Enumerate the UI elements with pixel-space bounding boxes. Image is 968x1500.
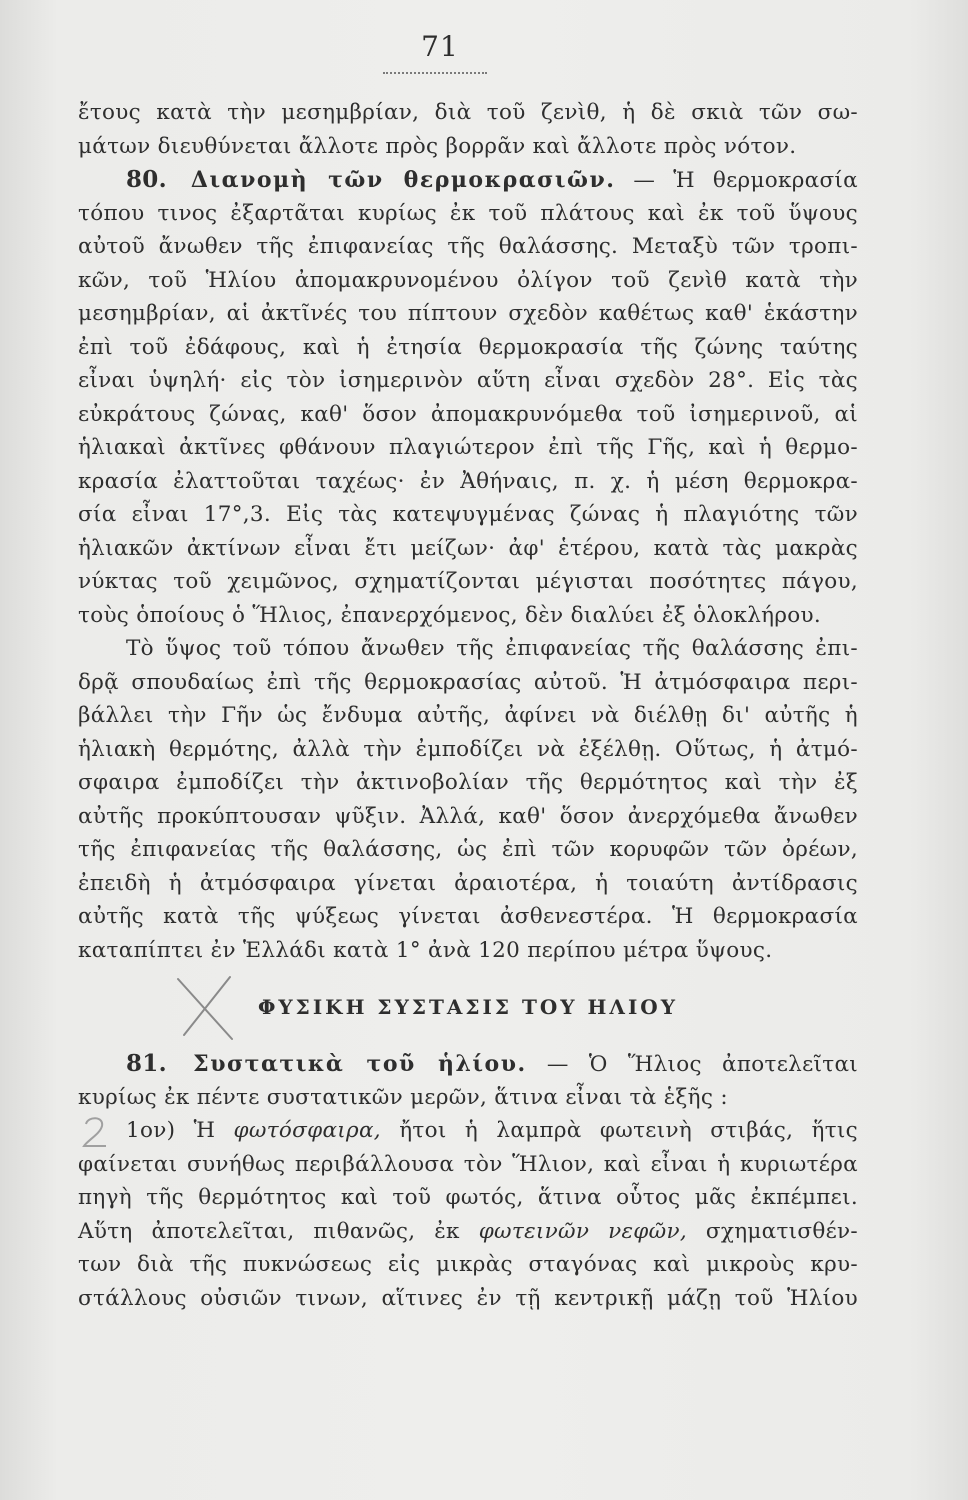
text-run: 1ον) Ἡ xyxy=(126,1118,216,1143)
section-title: Διανομὴ τῶν θερμοκρασιῶν. xyxy=(190,167,616,193)
text-run: — Ὁ Ἥλιος ἀποτελεῖται xyxy=(546,1052,859,1077)
text-line: δρᾷ σπουδαίως ἐπὶ τῆς θερμοκρασίας αὐτοῦ. Ἡ ἀτμόσφαιρα περι- xyxy=(78,669,858,695)
text-line: των διὰ τῆς πυκνώσεως εἰς μικρὰς σταγόνας καὶ μικροὺς κρυ- xyxy=(78,1252,858,1277)
text-line: ἡλιακὴ θερμότης, ἀλλὰ τὴν ἐμποδίζει νὰ ἐξέλθῃ. Οὕτως, ἡ ἀτμό- xyxy=(78,736,858,762)
text-line: εἶναι ὑψηλή· εἰς τὸν ἰσημερινὸν αὕτη εἶναι σχεδὸν 28°. Εἰς τὰς xyxy=(78,368,858,393)
text-line: βάλλει τὴν Γῆν ὡς ἔνδυμα αὐτῆς, ἀφίνει νὰ διέλθῃ δι' αὐτῆς ἡ xyxy=(78,703,858,728)
text-line: τόπου τινος ἐξαρτᾶται κυρίως ἐκ τοῦ πλάτους καὶ ἐκ τοῦ ὕψους xyxy=(78,200,858,226)
section-title: Συστατικὰ τοῦ ἡλίου. xyxy=(193,1051,527,1077)
text-line: πηγὴ τῆς θερμότητος καὶ τοῦ φωτός, ἅτινα οὗτος μᾶς ἐκπέμπει. xyxy=(78,1185,858,1210)
text-line: νύκτας τοῦ χειμῶνος, σχηματίζονται μέγισται ποσότητες πάγου, xyxy=(78,569,858,594)
text-line: αὐτῆς προκύπτουσαν ψῦξιν. Ἀλλά, καθ' ὅσον ἀνερχόμεθα ἄνωθεν xyxy=(78,803,858,829)
text-line: φαίνεται συνήθως περιβάλλουσα τὸν Ἥλιον, καὶ εἶναι ἡ κυριωτέρα xyxy=(78,1151,858,1177)
section-number: 80. xyxy=(126,166,167,193)
text-line: ἐπειδὴ ἡ ἀτμόσφαιρα γίνεται ἀραιοτέρα, ἡ τοιαύτη ἀντίδρασις xyxy=(78,870,858,896)
text-line: κυρίως ἐκ πέντε συστατικῶν μερῶν, ἅτινα εἶναι τὰ ἑξῆς : xyxy=(78,1084,728,1110)
text-line: αὐτῆς κατὰ τῆς ψύξεως γίνεται ἀσθενεστέρα. Ἡ θερμοκρασία xyxy=(78,904,858,929)
section-80-heading-line xyxy=(78,163,858,197)
chapter-heading xyxy=(78,967,858,1047)
list-item-line xyxy=(78,1114,858,1148)
page-text xyxy=(78,96,858,1315)
text-line: ἡλιακῶν ἀκτίνων εἶναι ἔτι μείζων· ἀφ' ἑτέρου, κατὰ τὰς μακρὰς xyxy=(78,535,858,561)
text-line: σφαιρα ἐμποδίζει τὴν ἀκτινοβολίαν τῆς θερμότητος καὶ τὴν ἐξ xyxy=(78,770,858,795)
chapter-heading-text: ΦΥΣΙΚΗ ΣΥΣΤΑΣΙΣ ΤΟΥ ΗΛΙΟΥ xyxy=(257,995,678,1019)
term-photosphere: φωτόσφαιρα, xyxy=(233,1118,381,1143)
text-run: σχηματισθέν- xyxy=(705,1218,858,1244)
page-number: 71 xyxy=(421,30,459,63)
text-line: ἔτους κατὰ τὴν μεσημβρίαν, διὰ τοῦ ζενὶθ, ἡ δὲ σκιὰ τῶν σω- xyxy=(78,100,858,125)
text-line: κρασία ἐλαττοῦται ταχέως· ἐν Ἀθήναις, π. χ. ἡ μέση θερμοκρα- xyxy=(78,468,858,494)
section-number: 81. xyxy=(126,1050,167,1077)
text-line: κῶν, τοῦ Ἡλίου ἀπομακρυνομένου ὀλίγον τοῦ ζενὶθ κατὰ τὴν xyxy=(78,267,858,293)
text-line: εὐκράτους ζώνας, καθ' ὅσον ἀπομακρυνόμεθα τοῦ ἰσημερινοῦ, αἱ xyxy=(78,401,858,427)
text-line: αὐτοῦ ἄνωθεν τῆς ἐπιφανείας τῆς θαλάσσης. Μεταξὺ τῶν τροπι- xyxy=(78,234,858,259)
text-run: Αὕτη ἀποτελεῖται, πιθανῶς, ἐκ xyxy=(78,1218,460,1244)
section-81-heading-line xyxy=(78,1047,858,1081)
text-run: ἤτοι ἡ λαμπρὰ φωτεινὴ στιβάς, ἥτις xyxy=(399,1118,858,1143)
text-line: τῆς ἐπιφανείας τῆς θαλάσσης, ὡς ἐπὶ τῶν κορυφῶν τῶν ὀρέων, xyxy=(78,837,858,862)
page-number-rule xyxy=(383,72,487,74)
text-line: ἡλιακαὶ ἀκτῖνες φθάνουν πλαγιώτερον ἐπὶ τῆς Γῆς, καὶ ἡ θερμο- xyxy=(78,435,858,460)
term-luminous-clouds: φωτεινῶν νεφῶν, xyxy=(478,1218,687,1244)
text-line: καταπίπτει ἐν Ἑλλάδι κατὰ 1° ἀνὰ 120 περίπου μέτρα ὕψους. xyxy=(78,937,773,963)
text-run: — Ἡ θερμοκρασία xyxy=(633,168,858,193)
text-line: τοὺς ὁποίους ὁ Ἥλιος, ἐπανερχόμενος, δὲν διαλύει ἐξ ὁλοκλήρου. xyxy=(78,602,822,628)
text-line: μάτων διευθύνεται ἄλλοτε πρὸς βορρᾶν καὶ ἄλλοτε πρὸς νότον. xyxy=(78,133,797,159)
text-line xyxy=(78,1215,858,1249)
text-line: μεσημβρίαν, αἱ ἀκτῖνές του πίπτουν σχεδὸν καθέτως καθ' ἑκάστην xyxy=(78,301,858,326)
handwritten-x-mark xyxy=(170,973,240,1043)
text-line: ἐπὶ τοῦ ἐδάφους, καὶ ἡ ἐτησία θερμοκρασία τῆς ζώνης ταύτης xyxy=(78,334,858,360)
text-line: σία εἶναι 17°,3. Εἰς τὰς κατεψυγμένας ζώνας ἡ πλαγιότης τῶν xyxy=(78,502,858,527)
text-line: στάλλους οὐσιῶν τινων, αἵτινες ἐν τῇ κεντρικῇ μάζῃ τοῦ Ἡλίου xyxy=(78,1285,858,1311)
handwritten-2-mark xyxy=(80,1114,110,1150)
text-line: Τὸ ὕψος τοῦ τόπου ἄνωθεν τῆς ἐπιφανείας τῆς θαλάσσης ἐπι- xyxy=(126,636,858,661)
